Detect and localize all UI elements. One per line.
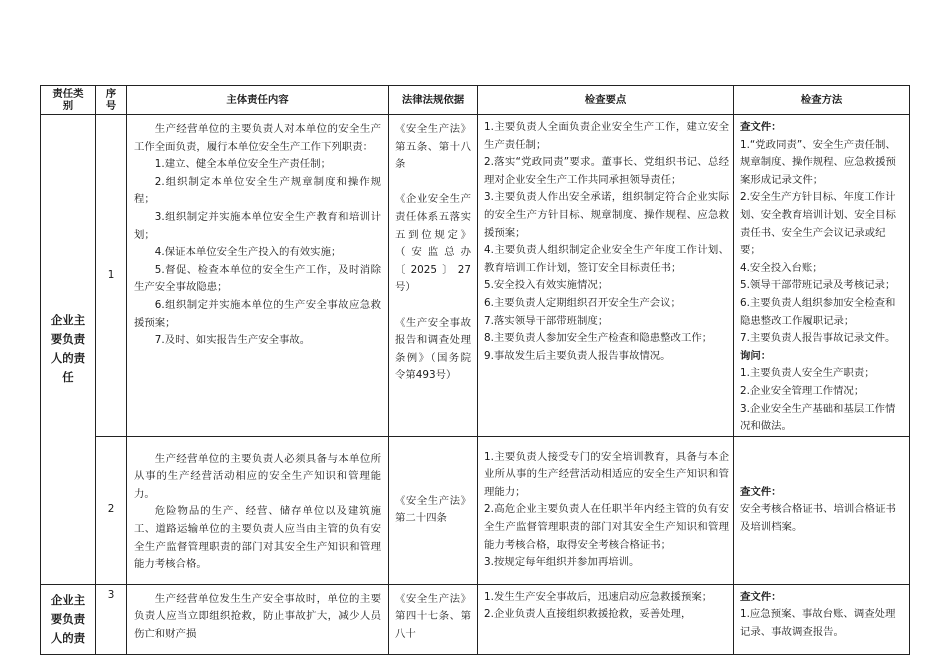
content-para: 危险物品的生产、经营、储存单位以及建筑施工、道路运输单位的主要负责人应当由主管的负有安全生产监督管理职责的部门对其安全生产知识和管理能力考核合格。 (134, 505, 381, 571)
point-item: 7.落实领导干部带班制度； (484, 314, 609, 327)
point-item: 1.主要负责人接受专门的安全培训教育，具备与本企业所从事的生产经营活动相适应的安全生产知识和管理能力； (484, 450, 729, 498)
point-item: 2.企业负责人直接组织救援抢救，妥善处理， (484, 608, 692, 621)
docs-heading: 查文件： (740, 590, 782, 603)
content-para: 7.及时、如实报告生产安全事故。 (154, 334, 311, 347)
point-item: 8.主要负责人参加安全生产检查和隐患整改工作； (484, 332, 713, 345)
method-item: 2.安全生产方针目标、年度工作计划、安全教育培训计划、安全目标责任书、安全生产会议记录或纪要； (740, 191, 896, 257)
method-item: 2.企业安全管理工作情况； (740, 384, 865, 397)
method-item: 5.领导干部带班记录及考核记录； (740, 279, 896, 292)
category-cell: 企业主要负责人的责 (41, 584, 96, 654)
content-cell (127, 436, 389, 584)
point-item: 9.事故发生后主要负责人报告事故情况。 (484, 349, 671, 362)
points-cell (478, 584, 734, 654)
table-row (41, 436, 910, 584)
points-cell (478, 436, 734, 584)
seq-cell: 3 (96, 584, 127, 654)
points-cell (478, 115, 734, 437)
docs-heading: 查文件： (740, 485, 782, 498)
method-item: 安全考核合格证书、培训合格证书及培训档案。 (740, 503, 896, 533)
point-item: 4.主要负责人组织制定企业安全生产年度工作计划、教育培训工作计划，签订安全目标责任书； (484, 244, 729, 274)
ask-heading: 询问： (740, 349, 772, 362)
content-para: 生产经营单位发生生产安全事故时，单位的主要负责人应当立即组织抢救，防止事故扩大，减少人员伤亡和财产损 (134, 592, 381, 640)
law-para: 《企业安全生产责任体系五落实五到位规定》（安监总办〔2025〕27号） (395, 193, 471, 294)
header-method: 检查方法 (734, 86, 910, 115)
content-para: 2.组织制定本单位安全生产规章制度和操作规程； (134, 175, 381, 206)
content-para: 4.保证本单位安全生产投入的有效实施； (154, 246, 342, 259)
method-item: 1.主要负责人安全生产职责； (740, 367, 875, 380)
point-item: 3.主要负责人作出安全承诺，组织制定符合企业实际的安全生产方针目标、规章制度、操作规程、应急救援预案； (484, 191, 729, 239)
header-content: 主体责任内容 (127, 86, 389, 115)
law-cell (389, 115, 478, 437)
table-row (41, 115, 910, 437)
point-item: 2.落实“党政同责”要求。董事长、党组织书记、总经理对企业安全生产工作共同承担领导责任； (484, 156, 729, 186)
docs-heading: 查文件： (740, 121, 782, 133)
content-para: 生产经营单位的主要负责人对本单位的安全生产工作全面负责，履行本单位安全生产工作下列职责： (134, 123, 381, 153)
point-item: 5.安全投入有效实施情况； (484, 279, 609, 292)
point-item: 6.主要负责人定期组织召开安全生产会议； (484, 296, 681, 309)
header-row (41, 86, 910, 115)
method-item: 1.应急预案、事故台账、调查处理记录、事故调查报告。 (740, 608, 896, 638)
content-para: 6.组织制定并实施本单位的生产安全事故应急救援预案； (134, 298, 381, 329)
method-item: 7.主要负责人报告事故记录文件。 (740, 332, 896, 345)
category-cell: 企业主要负责人的责任 (41, 115, 96, 585)
method-item: 6.主要负责人组织参加安全检查和隐患整改工作履职记录； (740, 296, 896, 327)
content-para: 5.督促、检查本单位的安全生产工作，及时消除生产安全事故隐患； (134, 263, 381, 294)
law-para: 《安全生产法》第五条、第十八条 (395, 123, 471, 171)
content-para: 3.组织制定并实施本单位安全生产教育和培训计划； (134, 210, 381, 241)
header-law: 法律法规依据 (389, 86, 478, 115)
point-item: 1.主要负责人全面负责企业安全生产工作，建立安全生产责任制； (484, 121, 729, 151)
content-para: 1.建立、健全本单位安全生产责任制； (154, 158, 331, 171)
method-cell (734, 584, 910, 654)
seq-cell: 2 (96, 436, 127, 584)
content-cell (127, 115, 389, 437)
header-seq: 序号 (96, 86, 127, 115)
law-para: 《生产安全事故报告和调查处理条例》（国务院令第493号） (395, 316, 471, 382)
content-para: 生产经营单位的主要负责人必须具备与本单位所从事的生产经营活动相应的安全生产知识和管理能力。 (134, 452, 381, 500)
header-category: 责任类别 (41, 86, 96, 115)
method-item: 4.安全投入台账； (740, 261, 823, 274)
table-row (41, 584, 910, 654)
point-item: 2.高危企业主要负责人在任职半年内经主管的负有安全生产监督管理职责的部门对其安全生产知识和管理能力考核合格，取得安全考核合格证书； (484, 503, 729, 551)
method-cell (734, 436, 910, 584)
point-item: 1.发生生产安全事故后，迅速启动应急救援预案； (484, 590, 713, 603)
point-item: 3.按规定每年组织并参加再培训。 (484, 556, 640, 569)
method-item: 1.“党政同责”、安全生产责任制、规章制度、操作规程、应急救援预案形成记录文件； (740, 138, 896, 186)
content-cell (127, 584, 389, 654)
seq-cell: 1 (96, 115, 127, 437)
header-points: 检查要点 (478, 86, 734, 115)
law-cell (389, 436, 478, 584)
law-cell (389, 584, 478, 654)
law-para: 《安全生产法》第四十七条、第八十 (395, 592, 471, 640)
responsibility-table (40, 85, 910, 655)
law-para: 《安全生产法》第二十四条 (395, 494, 471, 525)
method-cell (734, 115, 910, 437)
method-item: 3.企业安全生产基础和基层工作情况和做法。 (740, 402, 896, 433)
